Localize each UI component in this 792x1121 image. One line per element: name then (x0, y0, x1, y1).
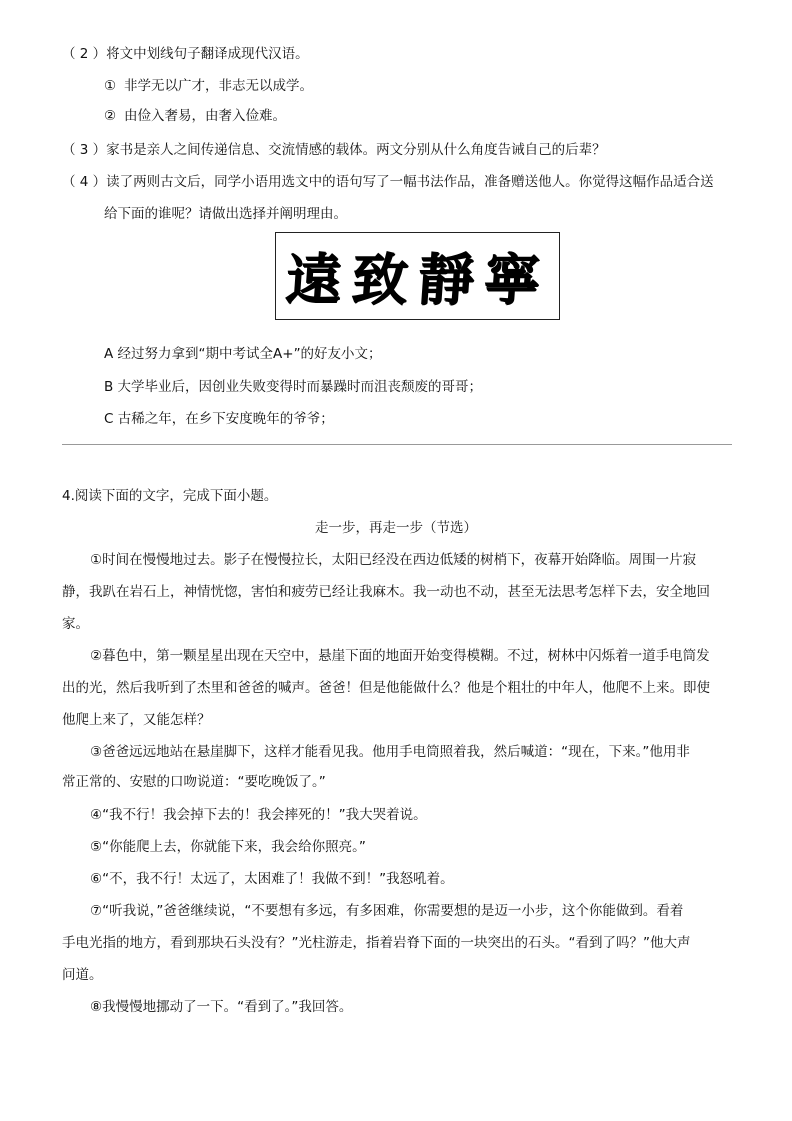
paragraph-2-line-2: 出的光，然后我听到了杰里和爸爸的喊声。爸爸！但是他能做什么？他是个粗壮的中年人，他爬不上来。即使 (62, 680, 710, 696)
paragraph-7-line-1: ⑦“听我说，”爸爸继续说，“不要想有多远，有多困难，你需要想的是迈一小步，这个你能做到。看着 (90, 903, 684, 919)
calligraphy-artwork (275, 232, 560, 320)
calligraphy-text: 遠致靜寧 (282, 247, 552, 313)
paragraph-1-line-3: 家。 (62, 616, 89, 632)
item-text: 非学无以广才，非志无以成学。 (124, 78, 313, 94)
option-b: B 大学毕业后，因创业失败变得时而暴躁时而沮丧颓废的哥哥； (104, 379, 483, 395)
paragraph-2-line-3: 他爬上来了，又能怎样？ (62, 712, 211, 728)
option-a: A 经过努力拿到“期中考试全A+”的好友小文； (104, 346, 382, 362)
paragraph-3-line-1: ③爸爸远远地站在悬崖脚下，这样才能看见我。他用手电筒照着我，然后喊道：“现在，下来。”他用非 (90, 744, 690, 760)
paragraph-2-line-1: ②暮色中，第一颗星星出现在天空中，悬崖下面的地面开始变得模糊。不过，树林中闪烁着一道手电筒发 (90, 648, 710, 664)
paragraph-3-line-2: 常正常的、安慰的口吻说道：“要吃晚饭了。” (62, 774, 326, 790)
paragraph-7-line-3: 问道。 (62, 967, 103, 983)
paragraph-4: ④“我不行！我会掉下去的！我会摔死的！”我大哭着说。 (90, 807, 427, 823)
paragraph-6: ⑥“不，我不行！太远了，太困难了！我做不到！”我怒吼着。 (90, 871, 454, 887)
question-2-item-2 (104, 106, 286, 126)
paragraph-8: ⑧我慢慢地挪动了一下。“看到了。”我回答。 (90, 999, 353, 1015)
reading-intro: 4.阅读下面的文字，完成下面小题。 (62, 488, 278, 504)
question-4-stem-line-1: （ 4 ）读了两则古文后，同学小语用选文中的语句写了一幅书法作品，准备赠送他人。你觉得这幅作品适合送 (62, 174, 714, 190)
question-3-stem: （ 3 ）家书是亲人之间传递信息、交流情感的载体。两文分别从什么角度告诫自己的后辈？ (62, 142, 606, 158)
section-divider (62, 444, 732, 445)
question-2-stem: （ 2 ）将文中划线句子翻译成现代汉语。 (62, 46, 309, 62)
item-number: ① (104, 78, 117, 94)
option-c: C 古稀之年，在乡下安度晚年的爷爷； (104, 411, 334, 427)
paragraph-7-line-2: 手电光指的地方，看到那块石头没有？”光柱游走，指着岩脊下面的一块突出的石头。“看到了吗？”他大声 (62, 935, 691, 951)
paragraph-5: ⑤“你能爬上去，你就能下来，我会给你照亮。” (90, 839, 366, 855)
item-number: ② (104, 108, 117, 124)
item-text: 由俭入奢易，由奢入俭难。 (124, 108, 286, 124)
paragraph-1-line-2: 静，我趴在岩石上，神情恍惚，害怕和疲劳已经让我麻木。我一动也不动，甚至无法思考怎样下去，安全地回 (62, 584, 710, 600)
question-2-item-1 (104, 76, 313, 96)
question-4-stem-line-2: 给下面的谁呢？请做出选择并阐明理由。 (104, 206, 347, 222)
paragraph-1-line-1: ①时间在慢慢地过去。影子在慢慢拉长，太阳已经没在西边低矮的树梢下，夜幕开始降临。周围一片寂 (90, 552, 697, 568)
passage-title: 走一步，再走一步（节选） (315, 520, 477, 536)
